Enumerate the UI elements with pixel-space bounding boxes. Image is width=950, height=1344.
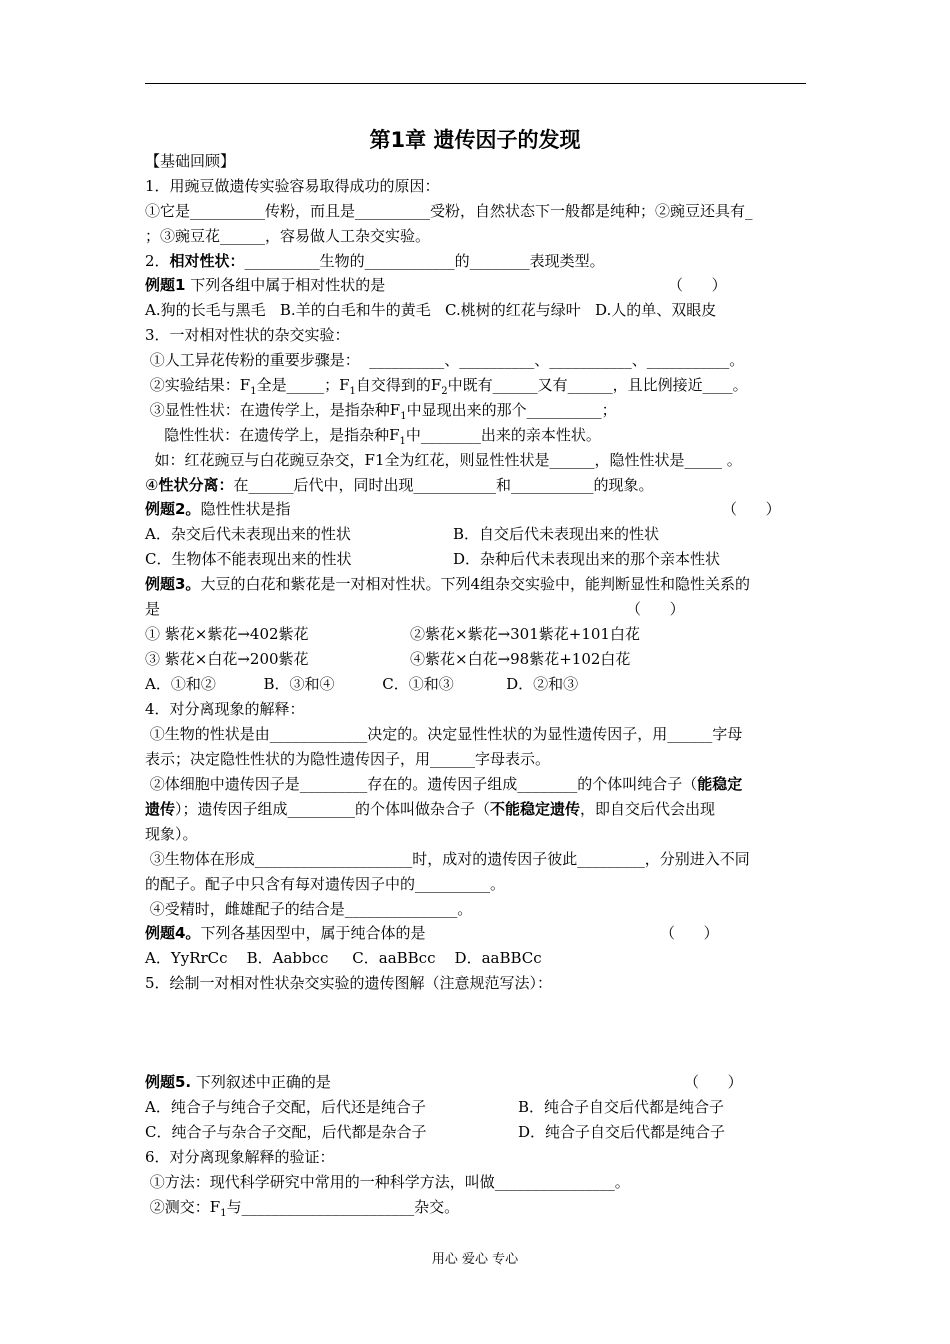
text-line: 隐性性状：在遗传学上，是指杂种$F_1$中________出来的亲本性状。 <box>145 426 601 447</box>
section-label: 【基础回顾】 <box>145 152 236 170</box>
cross-item: ②紫花×紫花→301紫花+101白花 <box>410 625 640 643</box>
text-line: 6．对分离现象解释的验证： <box>145 1148 335 1166</box>
text-line: ③生物体在形成_____________________时，成对的遗传因子彼此_________，分别进入不同 <box>145 850 750 868</box>
option-a: A．纯合子与纯合子交配，后代还是纯合子 <box>145 1098 426 1116</box>
text-line: 4．对分离现象的解释： <box>145 700 305 718</box>
example-2-question: 例题2。隐性性状是指 <box>145 500 291 518</box>
text-line: 是 <box>145 600 161 618</box>
text-line: ①它是__________传粉，而且是__________受粉，自然状态下一般都是纯种；②豌豆还具有_ <box>145 202 753 220</box>
page-title: 第1章 遗传因子的发现 <box>369 128 581 152</box>
example-4-options: A．YyRrCc B．Aabbcc C．aaBBcc D．aaBBCc <box>145 949 542 967</box>
text-line: 遗传）；遗传因子组成_________的个体叫做杂合子（不能稳定遗传，即自交后代会出现 <box>145 800 716 818</box>
text-line: ②体细胞中遗传因子是_________存在的。遗传因子组成________的个体叫纯合子（能稳定 <box>145 775 743 793</box>
example-3-question: 例题3。大豆的白花和紫花是一对相对性状。下列4组杂交实验中，能判断显性和隐性关系的 <box>145 575 750 593</box>
answer-bracket: （ ） <box>660 924 719 942</box>
page-footer: 用心 爱心 专心 <box>431 1252 519 1267</box>
example-5-question: 例题5. 下列叙述中正确的是 <box>145 1073 331 1091</box>
header-rule <box>145 83 806 84</box>
answer-bracket: （ ） <box>684 1073 743 1091</box>
option-d: D．杂种后代未表现出来的那个亲本性状 <box>453 550 721 568</box>
text-line: 表示；决定隐性性状的为隐性遗传因子，用______字母表示。 <box>145 750 551 768</box>
text-line: ①生物的性状是由_____________决定的。决定显性性状的为显性遗传因子，用______字母 <box>145 725 743 743</box>
answer-bracket: （ ） <box>722 500 781 518</box>
option-c: C．纯合子与杂合子交配，后代都是杂合子 <box>145 1123 427 1141</box>
text-line: ①人工异花传粉的重要步骤是： __________、__________、___________、___________。 <box>145 351 745 369</box>
text-line: ②实验结果：$F_1$全是_____；$F_1$自交得到的$F_2$中既有______又有______，且比例接近____。 <box>145 376 748 397</box>
text-line: 如：红花豌豆与白花豌豆杂交，F1全为红花，则显性性状是______，隐性性状是_____ 。 <box>145 451 742 469</box>
text-line: 1．用豌豆做遗传实验容易取得成功的原因： <box>145 177 440 195</box>
option-a: A．杂交后代未表现出来的性状 <box>145 525 351 543</box>
text-line: 现象）。 <box>145 825 198 843</box>
text-line: ①方法：现代科学研究中常用的一种科学方法，叫做________________。 <box>145 1173 630 1191</box>
option-c: C．生物体不能表现出来的性状 <box>145 550 352 568</box>
text-line: ④性状分离：在______后代中，同时出现___________和___________的现象。 <box>145 476 654 494</box>
cross-item: ③ 紫花×白花→200紫花 <box>145 650 309 668</box>
text-line: 的配子。配子中只含有每对遗传因子中的__________。 <box>145 875 506 893</box>
answer-bracket: （ ） <box>626 600 685 618</box>
option-d: D．纯合子自交后代都是纯合子 <box>518 1123 726 1141</box>
text-line: 5．绘制一对相对性状杂交实验的遗传图解（注意规范写法）： <box>145 974 553 992</box>
text-line: 3．一对相对性状的杂交实验： <box>145 326 350 344</box>
example-4-question: 例题4。下列各基因型中，属于纯合体的是 <box>145 924 426 942</box>
option-b: B．自交后代未表现出来的性状 <box>453 525 660 543</box>
example-1-options: A.狗的长毛与黑毛 B.羊的白毛和牛的黄毛 C.桃树的红花与绿叶 D.人的单、双眼皮 <box>145 301 717 319</box>
example-1-question: 例题1 下列各组中属于相对性状的是 <box>145 276 386 294</box>
cross-item: ① 紫花×紫花→402紫花 <box>145 625 309 643</box>
text-line: 2．相对性状：__________生物的____________的________表现类型。 <box>145 252 605 270</box>
text-line: ；③豌豆花______，容易做人工杂交实验。 <box>145 227 431 245</box>
option-b: B．纯合子自交后代都是纯合子 <box>518 1098 725 1116</box>
text-line: ②测交：$F_1$与_______________________杂交。 <box>145 1198 460 1219</box>
answer-bracket: （ ） <box>668 276 727 294</box>
text-line: ③显性性状：在遗传学上，是指杂种$F_1$中显现出来的那个__________； <box>145 401 617 422</box>
cross-item: ④紫花×白花→98紫花+102白花 <box>410 650 631 668</box>
example-3-options: A．①和② B．③和④ C．①和③ D．②和③ <box>145 675 579 693</box>
text-line: ④受精时，雌雄配子的结合是_______________。 <box>145 900 473 918</box>
